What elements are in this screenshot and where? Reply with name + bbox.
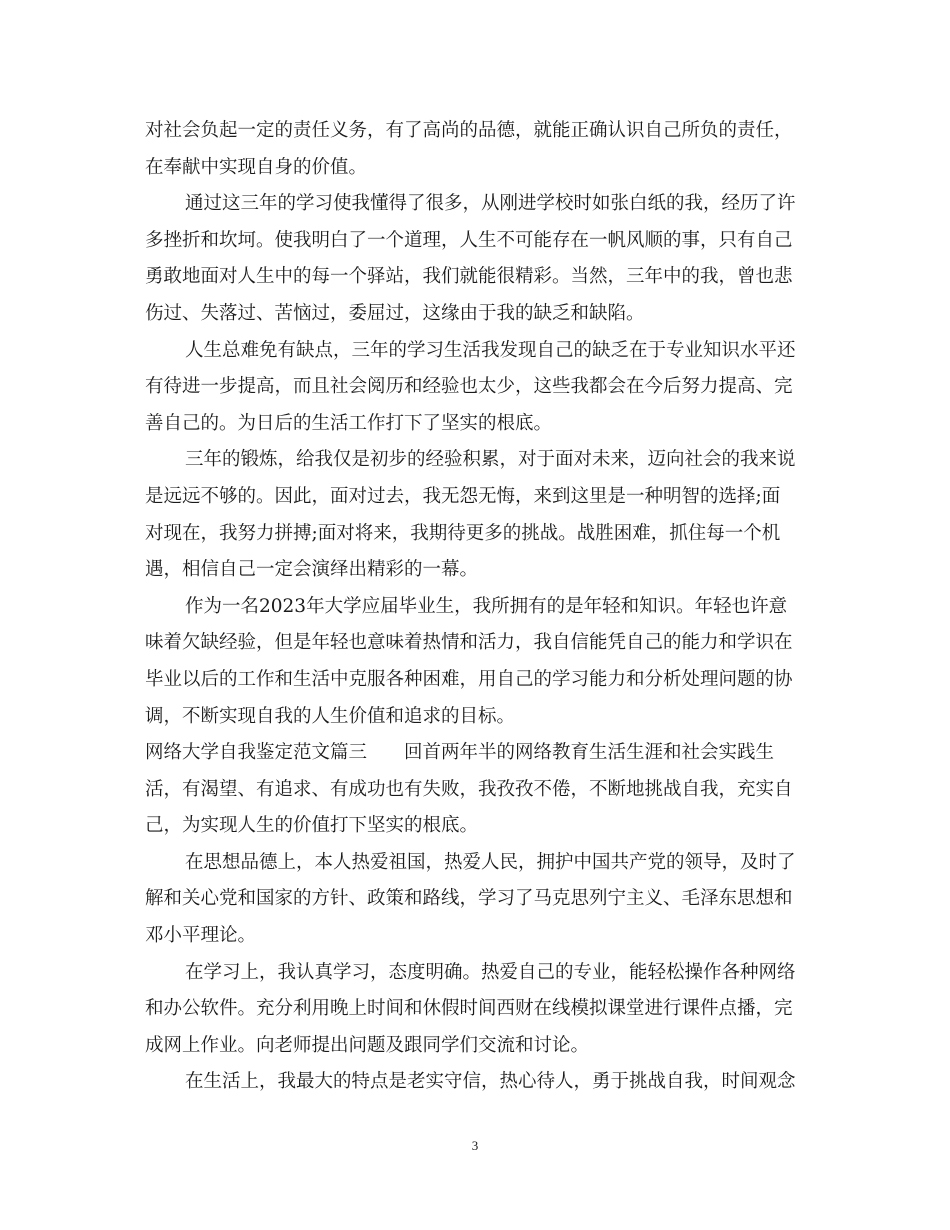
text-line: 活，有渴望、有追求、有成功也有失败，我孜孜不倦，不断地挑战自我，充实自 <box>145 778 793 800</box>
text-line: 勇敢地面对人生中的每一个驿站，我们就能很精彩。当然，三年中的我，曾也悲 <box>145 266 793 288</box>
text-line: 遇，相信自己一定会演绎出精彩的一幕。 <box>145 559 479 581</box>
text-line: 和办公软件。充分利用晚上时间和休假时间西财在线模拟课堂进行课件点播，完 <box>145 998 793 1020</box>
text-line: 在学习上，我认真学习，态度明确。热爱自己的专业，能轻松操作各种网络 <box>185 961 796 983</box>
text-line: 网络大学自我鉴定范文篇三 回首两年半的网络教育生活生涯和社会实践生 <box>145 742 775 764</box>
text-line: 善自己的。为日后的生活工作打下了坚实的根底。 <box>145 412 553 434</box>
page-number: 3 <box>471 1138 479 1153</box>
text-line: 解和关心党和国家的方针、政策和路线，学习了马克思列宁主义、毛泽东思想和 <box>145 888 793 910</box>
text-line: 调，不断实现自我的人生价值和追求的目标。 <box>145 705 516 727</box>
text-line: 在思想品德上，本人热爱祖国，热爱人民，拥护中国共产党的领导，及时了 <box>185 851 796 873</box>
text-line: 成网上作业。向老师提出问题及跟同学们交流和讨论。 <box>145 1034 590 1056</box>
text-line: 三年的锻炼，给我仅是初步的经验积累，对于面对未来，迈向社会的我来说 <box>185 449 796 471</box>
text-line: 味着欠缺经验，但是年轻也意味着热情和活力，我自信能凭自己的能力和学识在 <box>145 632 793 654</box>
text-line: 多挫折和坎坷。使我明白了一个道理，人生不可能存在一帆风顺的事，只有自己 <box>145 229 793 251</box>
text-line: 通过这三年的学习使我懂得了很多，从刚进学校时如张白纸的我，经历了许 <box>185 193 796 215</box>
text-line: 人生总难免有缺点，三年的学习生活我发现自己的缺乏在于专业知识水平还 <box>185 339 796 361</box>
body-text <box>145 113 805 1101</box>
text-line: 作为一名2023年大学应届毕业生，我所拥有的是年轻和知识。年轻也许意 <box>185 595 788 617</box>
text-line: 在生活上，我最大的特点是老实守信，热心待人，勇于挑战自我，时间观念 <box>185 1071 796 1093</box>
text-line: 对现在，我努力拼搏;面对将来，我期待更多的挑战。战胜困难，抓住每一个机 <box>145 522 781 544</box>
text-line: 邓小平理论。 <box>145 925 257 947</box>
text-line: 有待进一步提高，而且社会阅历和经验也太少，这些我都会在今后努力提高、完 <box>145 376 793 398</box>
text-line: 对社会负起一定的责任义务，有了高尚的品德，就能正确认识自己所负的责任， <box>145 120 793 141</box>
text-line: 己，为实现人生的价值打下坚实的根底。 <box>145 815 479 837</box>
text-line: 是远远不够的。因此，面对过去，我无怨无悔，来到这里是一种明智的选择;面 <box>145 485 781 507</box>
text-line: 毕业以后的工作和生活中克服各种困难，用自己的学习能力和分析处理问题的协 <box>145 668 793 690</box>
text-line: 伤过、失落过、苦恼过，委屈过，这缘由于我的缺乏和缺陷。 <box>145 302 645 324</box>
text-line: 在奉献中实现自身的价值。 <box>145 156 368 178</box>
